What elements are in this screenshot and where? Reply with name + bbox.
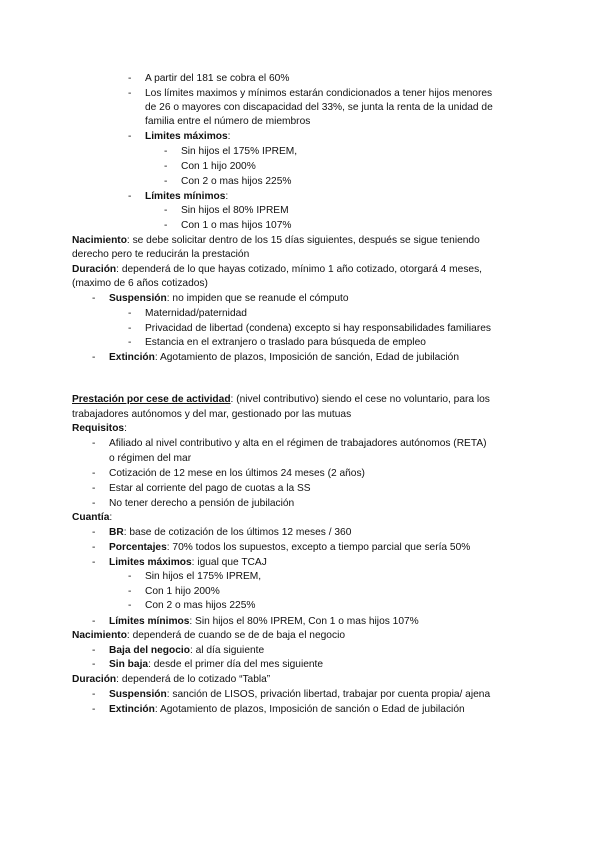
list-item: Privacidad de libertad (condena) excepto si hay responsabilidades familiares: [145, 323, 492, 334]
nacimiento-paragraph: Nacimiento: se debe solicitar dentro de los 15 días siguientes, después se sigue teniendo: [72, 235, 480, 246]
suspension-item: Suspensión: sanción de LISOS, privación libertad, trabajar por cuenta propia/ ajena: [109, 689, 491, 700]
duracion-paragraph: Duración: dependerá de lo que hayas cotizado, mínimo 1 año cotizado, otorgará 4 meses,: [72, 264, 483, 275]
list-item: Con 2 o mas hijos 225%: [145, 600, 256, 611]
list-item: Con 2 o mas hijos 225%: [181, 176, 292, 187]
list-item: Estancia en el extranjero o traslado para búsqueda de empleo: [145, 337, 426, 348]
bullet-dash: -: [164, 205, 168, 216]
bullet-dash: -: [128, 323, 132, 334]
bullet-dash: -: [128, 191, 132, 202]
bullet-dash: -: [92, 645, 96, 656]
list-item: Sin hijos el 175% IPREM,: [181, 146, 298, 157]
list-item-cont: de 26 o mayores con discapacidad del 33%, se junta la renta de la unidad de: [145, 102, 493, 113]
suspension-item: Suspensión: no impiden que se reanude el cómputo: [109, 293, 349, 304]
bullet-dash: -: [92, 498, 96, 509]
list-item: Estar al corriente del pago de cuotas a la SS: [109, 483, 311, 494]
bullet-dash: -: [92, 704, 96, 715]
min-limits-heading: Límites mínimos:: [145, 191, 229, 202]
bullet-dash: -: [128, 586, 132, 597]
bullet-dash: -: [92, 438, 96, 449]
bullet-dash: -: [92, 352, 96, 363]
bullet-dash: -: [92, 542, 96, 553]
bullet-dash: -: [128, 600, 132, 611]
bullet-dash: -: [164, 220, 168, 231]
baja-negocio-item: Baja del negocio: al día siguiente: [109, 645, 265, 656]
bullet-dash: -: [128, 337, 132, 348]
bullet-dash: -: [128, 88, 132, 99]
bullet-dash: -: [92, 689, 96, 700]
list-item-cont: familia entre el número de miembros: [145, 116, 311, 127]
max-limits-heading: Limites máximos:: [145, 131, 231, 142]
bullet-dash: -: [164, 146, 168, 157]
list-item: Maternidad/paternidad: [145, 308, 247, 319]
extincion-item: Extinción: Agotamiento de plazos, Imposición de sanción o Edad de jubilación: [109, 704, 465, 715]
paragraph-cont: (maximo de 6 años cotizados): [72, 278, 208, 289]
bullet-dash: -: [164, 161, 168, 172]
bullet-dash: -: [92, 659, 96, 670]
bullet-dash: -: [92, 293, 96, 304]
nacimiento-paragraph: Nacimiento: dependerá de cuando se de de baja el negocio: [72, 630, 345, 641]
list-item-cont: o régimen del mar: [109, 453, 192, 464]
paragraph-cont: derecho pero te reducirán la prestación: [72, 249, 250, 260]
duracion-paragraph: Duración: dependerá de lo cotizado “Tabla”: [72, 674, 271, 685]
limmax-item: Limites máximos: igual que TCAJ: [109, 557, 267, 568]
porcentajes-item: Porcentajes: 70% todos los supuestos, excepto a tiempo parcial que sería 50%: [109, 542, 471, 553]
paragraph-cont: trabajadores autónomos y del mar, gestionado por las mutuas: [72, 409, 352, 420]
list-item: No tener derecho a pensión de jubilación: [109, 498, 295, 509]
bullet-dash: -: [92, 557, 96, 568]
bullet-dash: -: [128, 131, 132, 142]
list-item: Con 1 hijo 200%: [145, 586, 220, 597]
bullet-dash: -: [128, 308, 132, 319]
list-item: A partir del 181 se cobra el 60%: [145, 73, 290, 84]
bullet-dash: -: [92, 468, 96, 479]
list-item: Con 1 hijo 200%: [181, 161, 256, 172]
extincion-item: Extinción: Agotamiento de plazos, Imposición de sanción, Edad de jubilación: [109, 352, 459, 363]
list-item: Cotización de 12 mese en los últimos 24 meses (2 años): [109, 468, 365, 479]
bullet-dash: -: [128, 571, 132, 582]
bullet-dash: -: [164, 176, 168, 187]
bullet-dash: -: [92, 483, 96, 494]
br-item: BR: base de cotización de los últimos 12 meses / 360: [109, 527, 352, 538]
cuantia-heading: Cuantía:: [72, 512, 113, 523]
list-item: Afiliado al nivel contributivo y alta en el régimen de trabajadores autónomos (RETA): [109, 438, 487, 449]
list-item: Sin hijos el 80% IPREM: [181, 205, 289, 216]
sin-baja-item: Sin baja: desde el primer día del mes siguiente: [109, 659, 324, 670]
limmin-item: Límites mínimos: Sin hijos el 80% IPREM, Con 1 o mas hijos 107%: [109, 616, 419, 627]
bullet-dash: -: [92, 616, 96, 627]
section-title: Prestación por cese de actividad: (nivel contributivo) siendo el cese no voluntario, para los: [72, 394, 490, 405]
bullet-dash: -: [128, 73, 132, 84]
list-item: Sin hijos el 175% IPREM,: [145, 571, 262, 582]
list-item: Los límites maximos y mínimos estarán condicionados a tener hijos menores: [145, 88, 493, 99]
requisitos-heading: Requisitos:: [72, 423, 127, 434]
bullet-dash: -: [92, 527, 96, 538]
list-item: Con 1 o mas hijos 107%: [181, 220, 292, 231]
